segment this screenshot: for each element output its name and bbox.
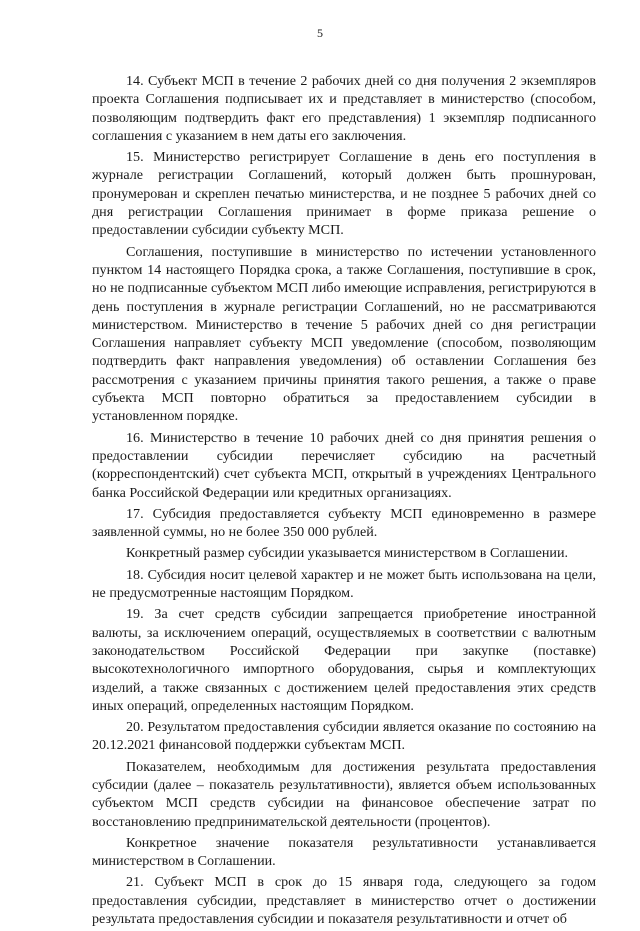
paragraph-20-indicator: Показателем, необходимым для достижения результата предоставления субсидии (далее – показатель результативности), является объем использованных субъектом МСП средств субсидии на финансовое обеспечение затрат по восстановлению предпринимательской деятельности (процентов). [92, 758, 596, 830]
paragraph-18: 18. Субсидия носит целевой характер и не может быть использована на цели, не предусмотренные настоящим Порядком. [92, 566, 596, 602]
paragraph-15: 15. Министерство регистрирует Соглашение в день его поступления в журнале регистрации Соглашений, который должен быть прошнурован, пронумерован и скреплен печатью министерства, и не позднее 5 рабочих дней со дня регистрации Соглашения принимает в форме приказа решение о предоставлении субсидии субъекту МСП. [92, 149, 596, 239]
paragraph-17: 17. Субсидия предоставляется субъекту МСП единовременно в размере заявленной суммы, но не более 350 000 рублей. [92, 505, 596, 541]
paragraph-17-continued: Конкретный размер субсидии указывается министерством в Соглашении. [126, 545, 569, 562]
paragraph-14: 14. Субъект МСП в течение 2 рабочих дней со дня получения 2 экземпляров проекта Соглашения подписывает их и представляет в министерство (способом, позволяющим подтвердить факт его представления) 1 экземпляр подписанного соглашения с указанием в нем даты его заключения. [92, 73, 596, 144]
paragraph-20: 20. Результатом предоставления субсидии является оказание по состоянию на 20.12.2021 финансовой поддержки субъектам МСП. [92, 719, 596, 754]
paragraph-16: 16. Министерство в течение 10 рабочих дней со дня принятия решения о предоставлении субсидии перечисляет субсидию на расчетный (корреспондентский) счет субъекта МСП, открытый в учреждениях Центрального банка Российской Федерации или кредитных организациях. [92, 429, 596, 501]
document-body [92, 72, 596, 931]
paragraph-19: 19. За счет средств субсидии запрещается приобретение иностранной валюты, за исключением операций, осуществляемых в соответствии с валютным законодательством Российской Федерации при закупке (поставке) высокотехнологичного импортного оборудования, сырья и комплектующих изделий, а также связанных с достижением целей предоставления этих средств иных операций, определенных настоящим Порядком. [92, 606, 596, 714]
paragraph-20-indicator-value: Конкретное значение показателя результативности устанавливается министерством в Соглашении. [92, 834, 596, 870]
page-number: 5 [317, 26, 323, 40]
paragraph-15-continued: Соглашения, поступившие в министерство по истечении установленного пунктом 14 настоящего Порядка срока, а также Соглашения, поступившие в срок, но не подписанные субъектом МСП либо имеющие исправления, регистрируются в день поступления в журнале регистрации Соглашений, но не рассматриваются министерством. Министерство в течение 5 рабочих дней со дня регистрации Соглашения направляет субъекту МСП уведомление (способом, позволяющим подтвердить факт направления уведомления) об оставлении Соглашения без рассмотрения с указанием причины принятия такого решения, а также о праве субъекта МСП повторно обратиться за предоставлением субсидии в установленном порядке. [92, 243, 596, 425]
paragraph-21: 21. Субъект МСП в срок до 15 января года, следующего за годом предоставления субсидии, представляет в министерство отчет о достижении результата предоставления субсидии и показателя результативности и отчет об [92, 874, 596, 928]
